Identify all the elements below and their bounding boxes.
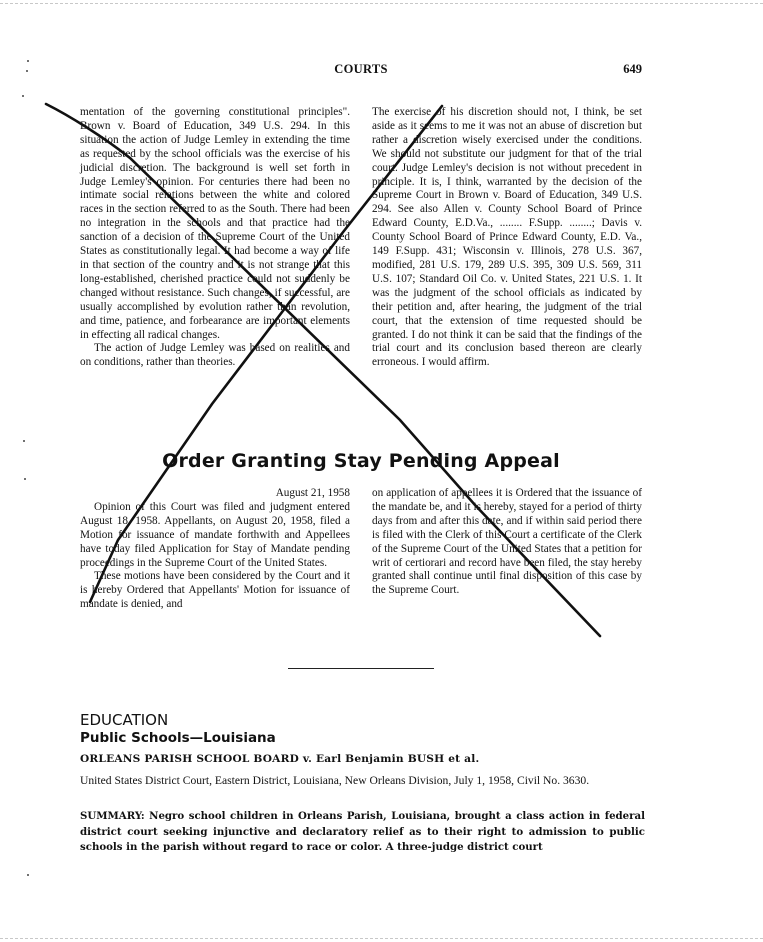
scan-edge-top: [0, 3, 763, 4]
scan-edge-bottom: [0, 938, 763, 939]
scan-speck: [23, 440, 25, 442]
running-head: [80, 62, 642, 78]
section-title: EDUCATION: [80, 711, 169, 729]
section-subtitle: Public Schools—Louisiana: [80, 730, 276, 746]
scan-speck: [27, 60, 29, 62]
opinion-column-right: [372, 106, 642, 370]
order-heading: Order Granting Stay Pending Appeal: [162, 450, 560, 472]
scan-speck: [22, 95, 24, 97]
paragraph: Opinion of this Court was filed and judgment entered August 18, 1958. Appellants, on August 20, 1958, filed a Motion for issuance of mandate forthwith and Appellees have today filed Application for Stay of Mandate pending proceedings in the Supreme Court of the United States.: [80, 500, 350, 569]
case-title: ORLEANS PARISH SCHOOL BOARD v. Earl Benjamin BUSH et al.: [80, 753, 480, 765]
case-court-line: United States District Court, Eastern District, Louisiana, New Orleans Division, July 1, 1958, Civil No. 3630.: [80, 774, 590, 787]
paragraph: mentation of the governing constitutional principles". Brown v. Board of Education, 349 U.S. 294. In this situation the action of Judge Lemley in extending the time as requested by the school officials was the exercise of his judicial discretion. The background is well set forth in Judge Lemley's opinion. For centuries there had been no intimate social relations between the white and colored races in the section referred to as the South. There had been no integration in the schools and that practice had the sanction of a decision of the Supreme Court of the United States as constitutionally legal. It had become a way of life in that section of the country and it is not strange that this long-established, cherished practice could not suddenly be changed without resistance. Such changes, if successful, are usually accomplished by evolution rather than revolution, and time, patience, and forbearance are important elements in effecting all radical changes.: [80, 106, 350, 341]
section-divider: [288, 668, 434, 669]
scan-speck: [27, 874, 29, 876]
page-number: 649: [623, 62, 642, 76]
summary-text: Negro school children in Orleans Parish, Louisiana, brought a class action in federal district court seeking injunctive and declaratory relief as to their right to admission to public schools in the parish without regard to race or color. A three-judge district court: [80, 810, 646, 853]
case-summary: [80, 809, 645, 856]
order-column-left: [80, 487, 350, 612]
opinion-column-left: [80, 106, 350, 370]
summary-label: SUMMARY:: [80, 810, 145, 822]
order-date: August 21, 1958: [275, 487, 350, 499]
paragraph: These motions have been considered by the Court and it is hereby Ordered that Appellants' Motion for issuance of mandate is denied, and: [80, 570, 350, 611]
paragraph: on application of appellees it is Ordered that the issuance of the mandate be, and it is hereby, stayed for a period of thirty days from and after this date, and if within said period there is filed with the Clerk of this Court a certificate of the Clerk of the Supreme Court of the United States that a petition for writ of certiorari and record have been filed, the stay hereby granted shall continue until final disposition of this case by the Supreme Court.: [372, 487, 642, 597]
paragraph: The action of Judge Lemley was based on realities and on conditions, rather than theories.: [80, 342, 350, 369]
scan-speck: [24, 478, 26, 480]
paragraph: The exercise of his discretion should not, I think, be set aside as it seems to me it was not an abuse of discretion but rather a discretion wisely exercised under the conditions. We should not substitute our judgment for that of the trial court. Judge Lemley's decision is not without precedent in principle. It is, I think, warranted by the decision of the Supreme Court in Brown v. Board of Education, 349 U.S. 294. See also Allen v. County School Board of Prince Edward County, E.D.Va., ........ F.Supp. ........; Davis v. County School Board of Prince Edward County, E.D. Va., 149 F.Supp. 431; Wisconsin v. Illinois, 278 U.S. 367, modified, 281 U.S. 179, 289 U.S. 395, 309 U.S. 569, 311 U.S. 107; Standard Oil Co. v. United States, 221 U.S. 1. It was the judgment of the school officials as indicated by their petition and, after hearing, the judgment of the trial court, that the extension of time requested should be granted. I do not think it can be said that the findings of the trial court and its conclusion based thereon are clearly erroneous. I would affirm.: [372, 106, 642, 369]
scan-speck: [26, 70, 28, 72]
running-head-title: COURTS: [334, 62, 388, 76]
order-column-right: [372, 487, 642, 598]
